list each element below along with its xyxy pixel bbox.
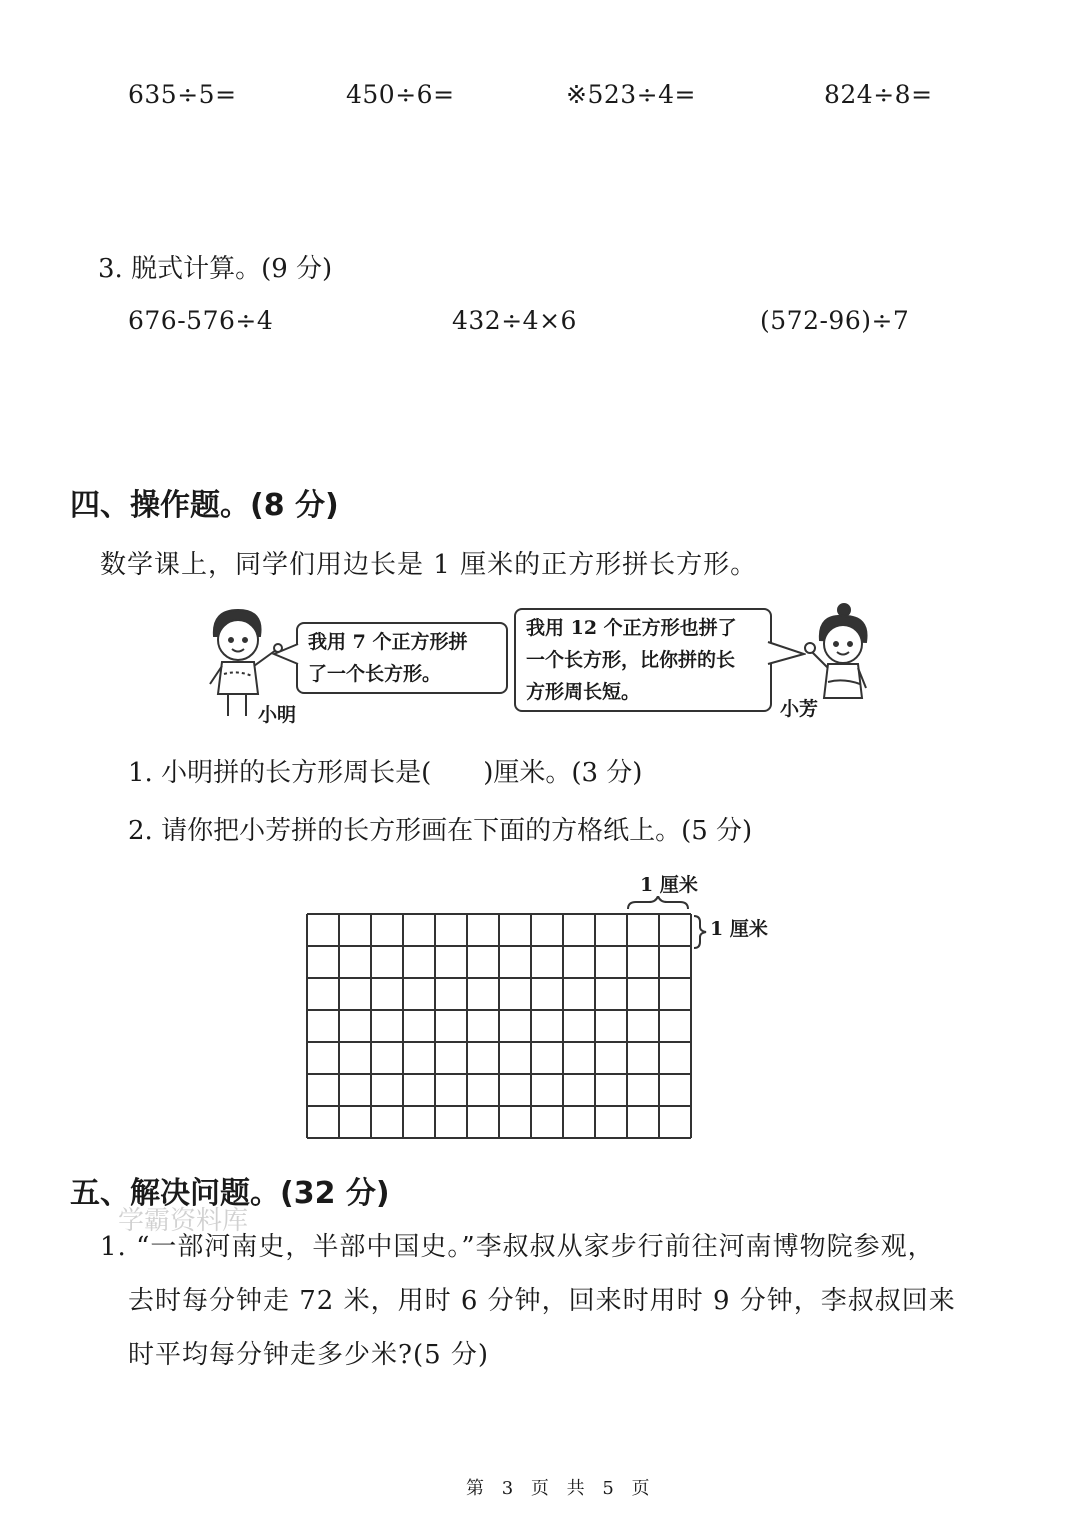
- xiaofang-speech-bubble: [514, 608, 772, 712]
- division-item-4: 824÷8=: [824, 80, 933, 109]
- grid-label-side: 1 厘米: [710, 918, 768, 940]
- section4-heading: 四、操作题。(8 分): [70, 488, 339, 523]
- section4-q1: 1. 小明拼的长方形周长是( )厘米。(3 分): [128, 758, 643, 788]
- section5-q1-line-3: 时平均每分钟走多少米?(5 分): [128, 1340, 490, 1370]
- section4-intro: 数学课上，同学们用边长是 1 厘米的正方形拼长方形。: [100, 550, 758, 580]
- xiaoming-bubble-line-2: 了一个长方形。: [308, 663, 442, 685]
- q3-title: 3. 脱式计算。(9 分): [98, 254, 333, 284]
- xiaoming-bubble-tail: [272, 642, 300, 668]
- xiaoming-speech-bubble: [296, 622, 508, 694]
- q3-item-3: (572-96)÷7: [760, 306, 910, 335]
- division-item-3: ※523÷4=: [566, 80, 696, 109]
- watermark: 学霸资料库: [118, 1206, 249, 1236]
- xiaofang-bubble-line-1: 我用 12 个正方形也拼了: [526, 617, 737, 639]
- xiaofang-bubble-line-3: 方形周长短。: [526, 681, 641, 703]
- page-footer: 第 3 页 共 5 页: [466, 1478, 656, 1499]
- section5-q1-line-1: 1. “一部河南史，半部中国史。”李叔叔从家步行前往河南博物院参观，: [100, 1232, 935, 1262]
- xiaoming-bubble-line-1: 我用 7 个正方形拼: [308, 631, 468, 653]
- q3-item-2: 432÷4×6: [452, 306, 577, 335]
- division-item-1: 635÷5=: [128, 80, 237, 109]
- division-item-2: 450÷6=: [346, 80, 455, 109]
- grid-brace-side: [692, 914, 710, 950]
- xiaofang-bubble-line-2: 一个长方形，比你拼的长: [526, 649, 736, 671]
- q3-item-1: 676-576÷4: [128, 306, 274, 335]
- grid-brace-top: [628, 896, 688, 909]
- section5-q1-line-2: 去时每分钟走 72 米，用时 6 分钟，回来时用时 9 分钟，李叔叔回来: [128, 1286, 956, 1316]
- grid-paper[interactable]: [300, 896, 720, 1146]
- xiaoming-name: 小明: [258, 704, 297, 726]
- grid-label-top: 1 厘米: [640, 874, 698, 896]
- section4-q2: 2. 请你把小芳拼的长方形画在下面的方格纸上。(5 分): [128, 816, 753, 846]
- section5-heading: 五、解决问题。(32 分): [70, 1176, 390, 1211]
- xiaofang-name: 小芳: [780, 698, 819, 720]
